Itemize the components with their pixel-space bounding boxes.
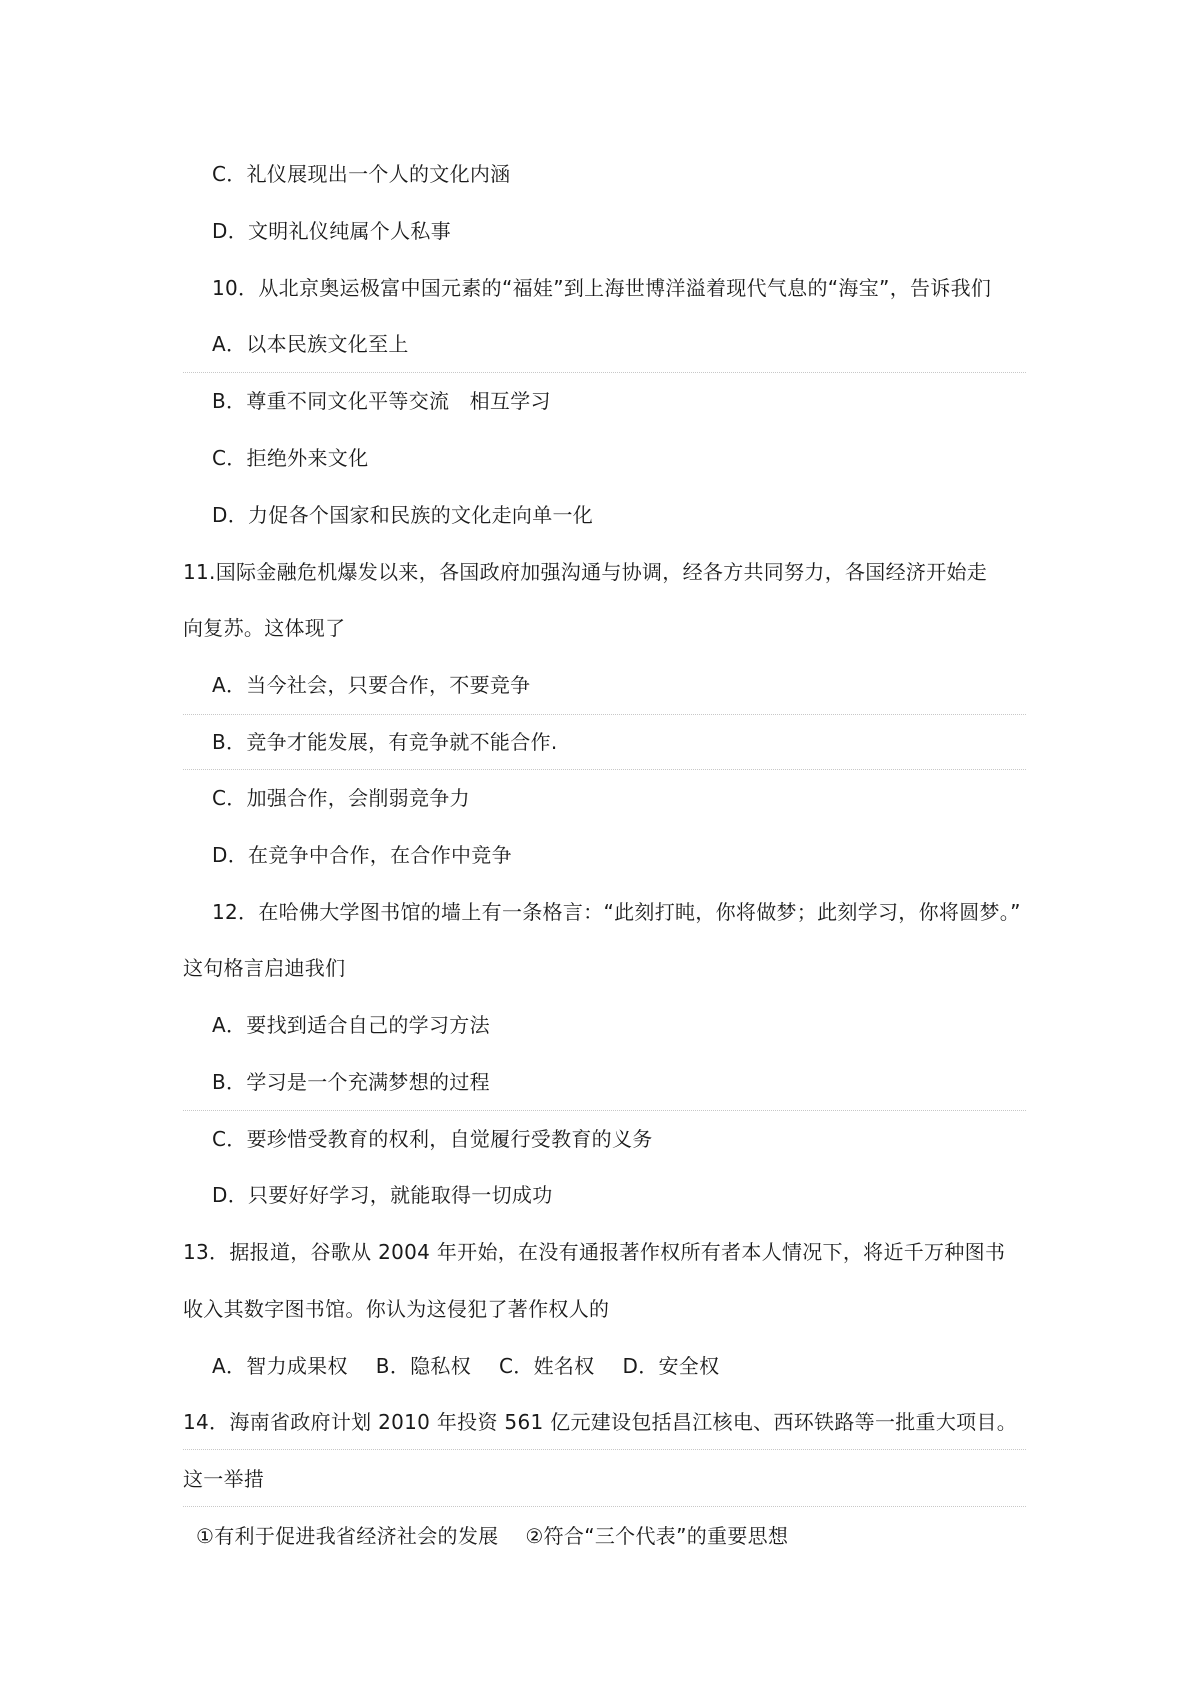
- dotted-divider: [183, 1506, 1026, 1507]
- q10-stem: 10．从北京奥运极富中国元素的“福娃”到上海世博洋溢着现代气息的“海宝”，告诉我们: [212, 276, 992, 300]
- q13-option-b: B．隐私权: [375, 1354, 472, 1378]
- q14-statements: ①有利于促进我省经济社会的发展 ②符合“三个代表”的重要思想: [196, 1524, 789, 1548]
- dotted-divider: [183, 372, 1026, 373]
- q12-option-c: C．要珍惜受教育的权利，自觉履行受教育的义务: [212, 1127, 653, 1151]
- q13-stem-line1: 13．据报道，谷歌从 2004 年开始，在没有通报著作权所有者本人情况下，将近千万种图书: [183, 1240, 1006, 1264]
- dotted-divider: [183, 769, 1026, 770]
- dotted-divider: [183, 714, 1026, 715]
- q13-options: [212, 1352, 719, 1380]
- q10-option-d: D．力促各个国家和民族的文化走向单一化: [212, 503, 594, 527]
- q14-stem-line2: 这一举措: [183, 1467, 265, 1491]
- q13-option-d: D．安全权: [622, 1354, 720, 1378]
- q11-stem-line1: 11.国际金融危机爆发以来，各国政府加强沟通与协调，经各方共同努力，各国经济开始走: [183, 560, 988, 584]
- q13-stem-line2: 收入其数字图书馆。你认为这侵犯了著作权人的: [183, 1297, 610, 1321]
- dotted-divider: [183, 1449, 1026, 1450]
- q11-stem-line2: 向复苏。这体现了: [183, 616, 346, 640]
- q11-option-b: B．竞争才能发展，有竞争就不能合作.: [212, 730, 558, 754]
- dotted-divider: [183, 1110, 1026, 1111]
- q9-option-d: D．文明礼仪纯属个人私事: [212, 219, 452, 243]
- q12-stem-line1: 12．在哈佛大学图书馆的墙上有一条格言：“此刻打盹，你将做梦；此刻学习，你将圆梦。”: [212, 900, 1021, 924]
- q11-option-a: A．当今社会，只要合作，不要竞争: [212, 673, 531, 697]
- q10-option-a: A．以本民族文化至上: [212, 332, 409, 356]
- q11-option-d: D．在竞争中合作，在合作中竞争: [212, 843, 512, 867]
- q11-option-c: C．加强合作，会削弱竞争力: [212, 786, 470, 810]
- q10-option-b: B．尊重不同文化平等交流 相互学习: [212, 389, 551, 413]
- q12-stem-line2: 这句格言启迪我们: [183, 956, 346, 980]
- q12-option-b: B．学习是一个充满梦想的过程: [212, 1070, 490, 1094]
- q9-option-c: C．礼仪展现出一个人的文化内涵: [212, 162, 511, 186]
- q10-option-c: C．拒绝外来文化: [212, 446, 369, 470]
- q12-option-d: D．只要好好学习，就能取得一切成功: [212, 1183, 553, 1207]
- q12-option-a: A．要找到适合自己的学习方法: [212, 1013, 490, 1037]
- q14-stem-line1: 14．海南省政府计划 2010 年投资 561 亿元建设包括昌江核电、西环铁路等一批重大项目。: [183, 1410, 1018, 1434]
- q13-option-a: A．智力成果权: [212, 1354, 348, 1378]
- q13-option-c: C．姓名权: [499, 1354, 595, 1378]
